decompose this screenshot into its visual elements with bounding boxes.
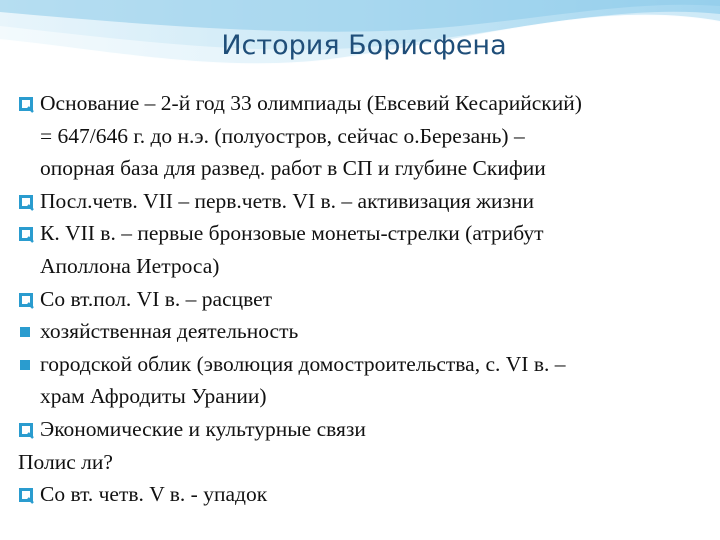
list-item-line: = 647/646 г. до н.э. (полуостров, сейчас о.Березань) –	[40, 123, 525, 148]
slide-title: История Борисфена	[221, 30, 507, 61]
list-item	[18, 217, 698, 282]
list-item-line: городской облик (эволюция домостроительства, с. VI в. –	[40, 351, 566, 376]
q-checkbox-icon	[18, 486, 36, 504]
list-item-line: К. VII в. – первые бронзовые монеты-стрелки (атрибут	[40, 221, 544, 246]
list-item	[18, 315, 698, 348]
list-item-line: опорная база для развед. работ в СП и глубине Скифии	[40, 156, 546, 181]
list-item-line: Экономические и культурные связи	[40, 416, 366, 441]
q-checkbox-icon	[18, 95, 36, 113]
list-item-line: храм Афродиты Урании)	[40, 384, 267, 409]
q-checkbox-icon	[18, 291, 36, 309]
q-checkbox-icon	[18, 225, 36, 243]
q-checkbox-icon	[18, 421, 36, 439]
list-item-line: Со вт. четв. V в. - упадок	[40, 482, 268, 507]
q-checkbox-icon	[18, 193, 36, 211]
list-item	[18, 446, 698, 479]
list-item-line: Основание – 2-й год 33 олимпиады (Евсевий Кесарийский)	[40, 91, 582, 115]
slide-body	[18, 87, 698, 511]
list-item-line: Аполлона Иетроса)	[40, 253, 220, 278]
list-item-line: Полис ли?	[18, 449, 113, 474]
list-item-line: Посл.четв. VII – перв.четв. VI в. – активизация жизни	[40, 188, 534, 213]
list-item	[18, 413, 698, 446]
list-item-line: Со вт.пол. VI в. – расцвет	[40, 286, 273, 311]
list-item	[18, 185, 698, 218]
list-item	[18, 478, 698, 511]
list-item	[18, 87, 698, 185]
list-item	[18, 348, 698, 413]
list-item	[18, 283, 698, 316]
square-bullet-icon	[20, 327, 30, 337]
list-item-line: хозяйственная деятельность	[40, 319, 299, 344]
square-bullet-icon	[20, 360, 30, 370]
